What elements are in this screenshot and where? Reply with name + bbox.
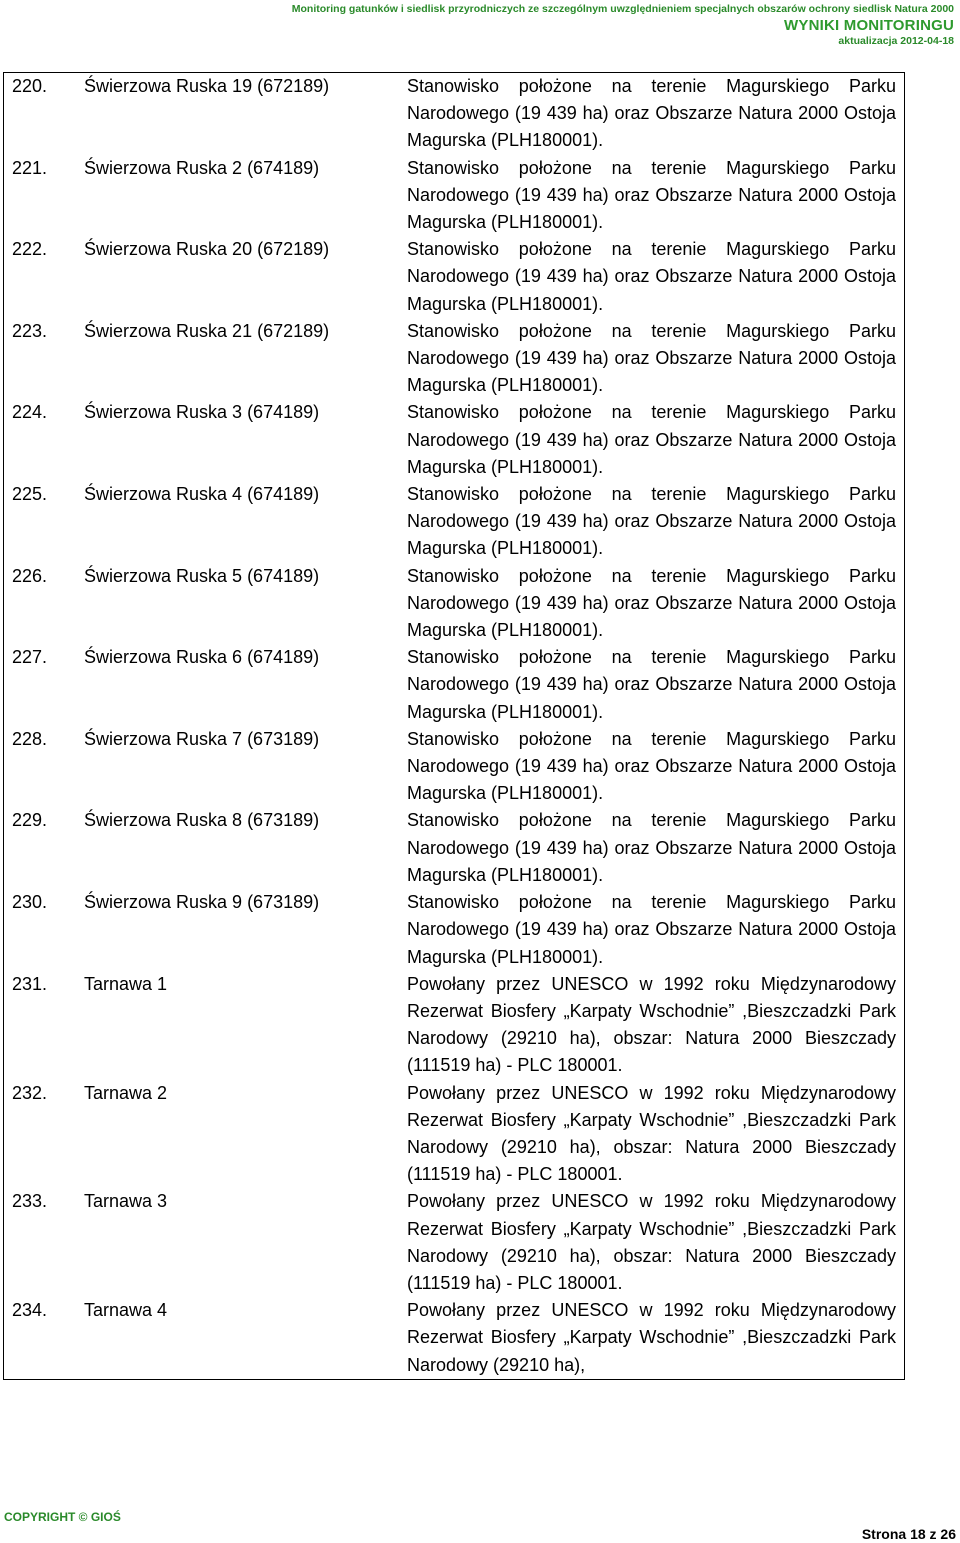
table-row (4, 889, 905, 971)
table-row (4, 644, 905, 726)
sites-table (3, 72, 905, 1380)
row-number: 226. (12, 565, 48, 586)
footer-page-number: Strona 18 z 26 (861, 1526, 956, 1542)
site-name: Świerzowa Ruska 19 (672189) (84, 76, 330, 96)
site-description: Powołany przez UNESCO w 1992 roku Międzynarodowy Rezerwat Biosfery „Karpaty Wschodnie” ,Bieszczadzki Park Narodowy (29210 ha), obszar: Natura 2000 Bieszczady (111519 ha) - PLC 180001. (407, 1191, 896, 1293)
table-row (4, 155, 905, 237)
site-name: Świerzowa Ruska 5 (674189) (84, 565, 320, 586)
site-description: Stanowisko położone na terenie Magurskiego Parku Narodowego (19 439 ha) oraz Obszarze Natura 2000 Ostoja Magurska (PLH180001). (407, 402, 896, 477)
site-name: Świerzowa Ruska 7 (673189) (84, 728, 320, 749)
header-section-title: WYNIKI MONITORINGU (784, 16, 954, 34)
row-number: 228. (12, 728, 48, 749)
table-row (4, 481, 905, 563)
site-name: Świerzowa Ruska 8 (673189) (84, 810, 320, 831)
table-row (4, 236, 905, 318)
site-name: Tarnawa 1 (84, 973, 168, 994)
table-row (4, 1080, 905, 1189)
table-row (4, 971, 905, 1080)
site-description: Stanowisko położone na terenie Magurskiego Parku Narodowego (19 439 ha) oraz Obszarze Natura 2000 Ostoja Magurska (PLH180001). (407, 157, 896, 233)
table-row (4, 318, 905, 400)
row-number: 224. (12, 402, 48, 423)
site-name: Świerzowa Ruska 21 (672189) (84, 320, 330, 341)
site-description: Stanowisko położone na terenie Magurskiego Parku Narodowego (19 439 ha) oraz Obszarze Natura 2000 Ostoja Magurska (PLH180001). (407, 239, 896, 314)
row-number: 230. (12, 892, 48, 913)
site-description: Stanowisko położone na terenie Magurskiego Parku Narodowego (19 439 ha) oraz Obszarze Natura 2000 Ostoja Magurska (PLH180001). (407, 728, 896, 804)
site-description: Stanowisko położone na terenie Magurskiego Parku Narodowego (19 439 ha) oraz Obszarze Natura 2000 Ostoja Magurska (PLH180001). (407, 76, 896, 151)
row-number: 221. (12, 157, 48, 178)
site-name: Świerzowa Ruska 9 (673189) (84, 892, 320, 913)
site-name: Świerzowa Ruska 20 (672189) (84, 239, 330, 260)
site-name: Tarnawa 2 (84, 1082, 168, 1103)
site-description: Powołany przez UNESCO w 1992 roku Międzynarodowy Rezerwat Biosfery „Karpaty Wschodnie” ,Bieszczadzki Park Narodowy (29210 ha), (407, 1300, 896, 1375)
row-number: 234. (12, 1300, 48, 1321)
site-description: Powołany przez UNESCO w 1992 roku Międzynarodowy Rezerwat Biosfery „Karpaty Wschodnie” ,Bieszczadzki Park Narodowy (29210 ha), obszar: Natura 2000 Bieszczady (111519 ha) - PLC 180001. (407, 1082, 896, 1185)
site-description: Stanowisko położone na terenie Magurskiego Parku Narodowego (19 439 ha) oraz Obszarze Natura 2000 Ostoja Magurska (PLH180001). (407, 565, 896, 641)
table-row (4, 1188, 905, 1297)
page-header (292, 4, 954, 46)
site-description: Stanowisko położone na terenie Magurskiego Parku Narodowego (19 439 ha) oraz Obszarze Natura 2000 Ostoja Magurska (PLH180001). (407, 320, 896, 396)
table-row (4, 726, 905, 808)
row-number: 231. (12, 973, 48, 994)
row-number: 229. (12, 810, 48, 831)
site-name: Świerzowa Ruska 2 (674189) (84, 157, 320, 178)
header-update-date: aktualizacja 2012-04-18 (838, 34, 954, 47)
site-description: Stanowisko położone na terenie Magurskiego Parku Narodowego (19 439 ha) oraz Obszarze Natura 2000 Ostoja Magurska (PLH180001). (407, 892, 896, 967)
site-description: Powołany przez UNESCO w 1992 roku Międzynarodowy Rezerwat Biosfery „Karpaty Wschodnie” ,Bieszczadzki Park Narodowy (29210 ha), obszar: Natura 2000 Bieszczady (111519 ha) - PLC 180001. (407, 973, 896, 1076)
row-number: 227. (12, 647, 48, 668)
site-name: Tarnawa 3 (84, 1191, 168, 1212)
site-description: Stanowisko położone na terenie Magurskiego Parku Narodowego (19 439 ha) oraz Obszarze Natura 2000 Ostoja Magurska (PLH180001). (407, 810, 896, 885)
site-description: Stanowisko położone na terenie Magurskiego Parku Narodowego (19 439 ha) oraz Obszarze Natura 2000 Ostoja Magurska (PLH180001). (407, 484, 896, 559)
row-number: 220. (12, 76, 48, 96)
site-name: Świerzowa Ruska 4 (674189) (84, 484, 320, 505)
table-row (4, 399, 905, 481)
sites-table-body (4, 73, 905, 1380)
header-project-title: Monitoring gatunków i siedlisk przyrodniczych ze szczególnym uwzględnieniem specjalnych obszarów ochrony siedlisk Natura 2000 (291, 3, 954, 15)
footer-copyright: COPYRIGHT © GIOŚ (4, 1510, 121, 1524)
site-description: Stanowisko położone na terenie Magurskiego Parku Narodowego (19 439 ha) oraz Obszarze Natura 2000 Ostoja Magurska (PLH180001). (407, 647, 896, 722)
row-number: 225. (12, 484, 48, 505)
site-name: Świerzowa Ruska 6 (674189) (84, 647, 320, 668)
table-row (4, 73, 905, 155)
site-name: Tarnawa 4 (84, 1300, 168, 1321)
table-row (4, 1297, 905, 1379)
row-number: 233. (12, 1191, 48, 1212)
row-number: 232. (12, 1082, 48, 1103)
table-row (4, 807, 905, 889)
table-row (4, 563, 905, 645)
row-number: 222. (12, 239, 48, 260)
site-name: Świerzowa Ruska 3 (674189) (84, 402, 320, 423)
row-number: 223. (12, 320, 48, 341)
